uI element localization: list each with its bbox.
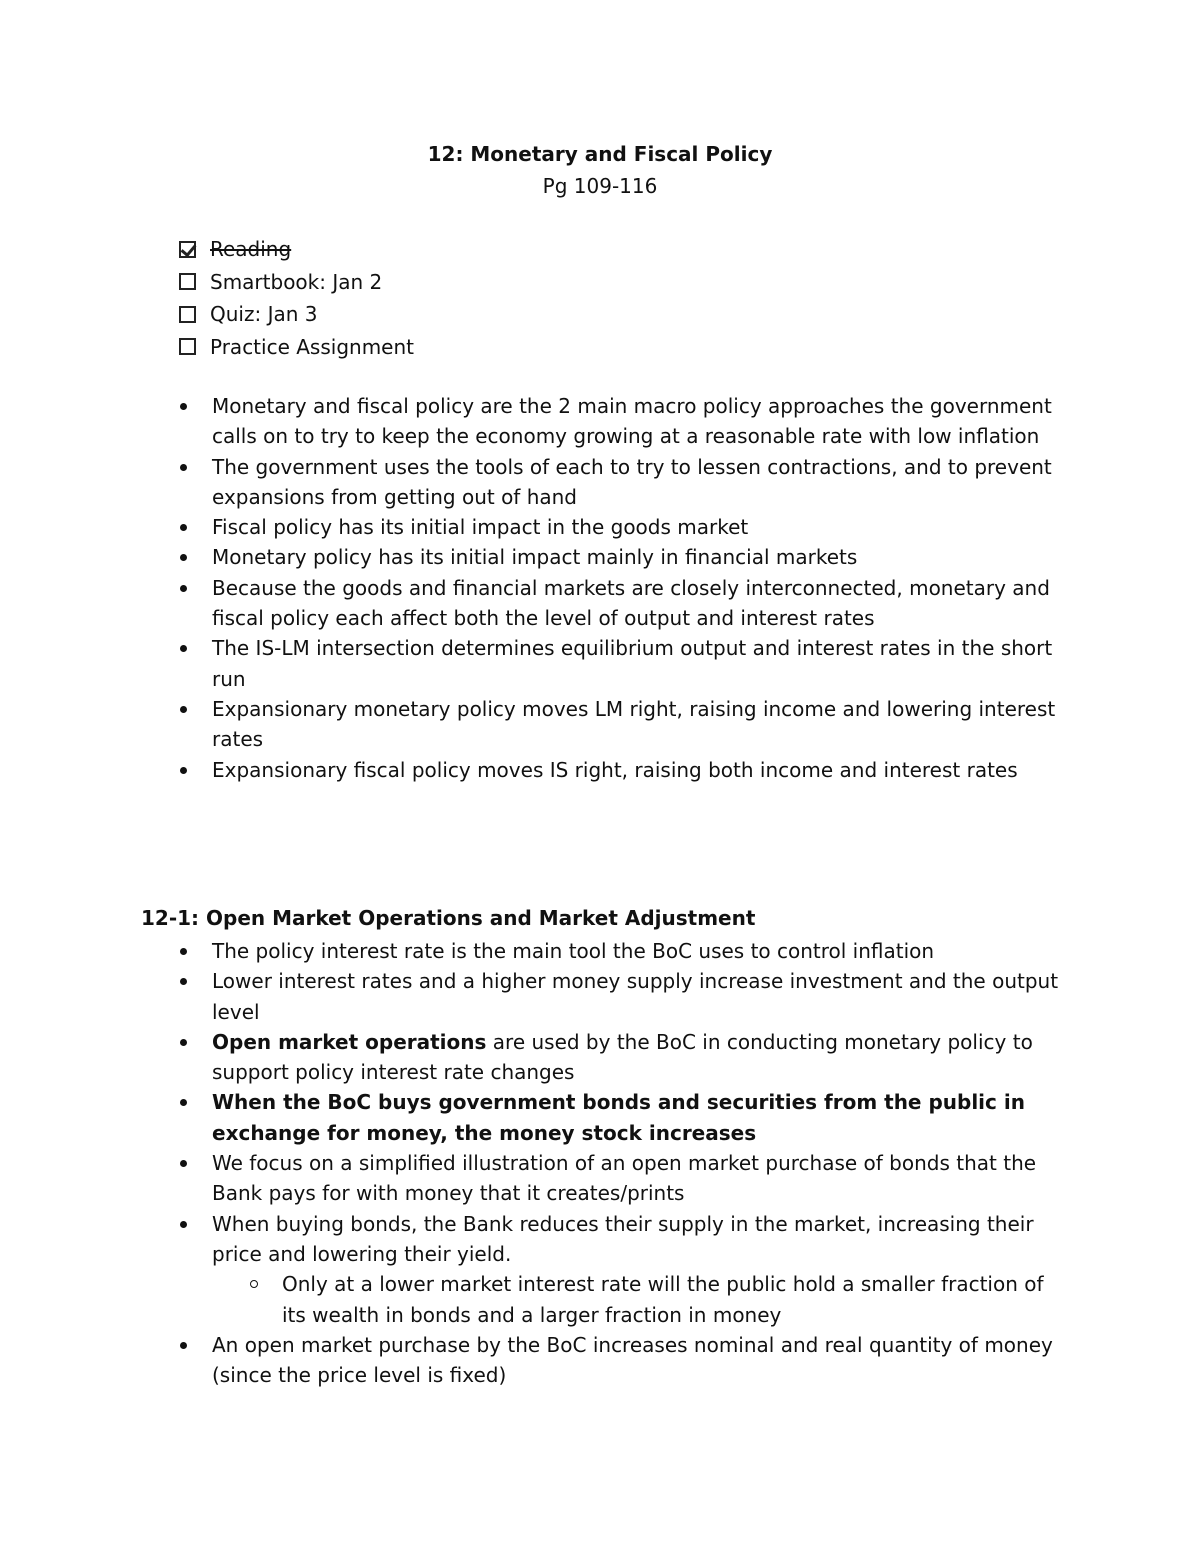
list-item: We focus on a simplified illustration of an open market purchase of bonds that the Bank pays for with money that it creates/prints	[178, 1148, 1068, 1209]
list-item-text: When buying bonds, the Bank reduces their supply in the market, increasing their price and lowering their yield.	[212, 1211, 1034, 1266]
section-bullet-list	[178, 936, 1068, 1390]
checklist-label: Reading	[210, 237, 292, 262]
checklist-item-smartbook	[178, 266, 414, 299]
list-item-text: are used by the BoC in conducting monetary policy to support policy interest rate changes	[212, 1029, 1033, 1085]
list-item	[178, 1087, 1068, 1148]
intro-bullet-list	[178, 391, 1068, 785]
checked-box-icon[interactable]	[179, 241, 196, 258]
bold-term: Open market operations	[212, 1029, 487, 1054]
checklist-item-reading	[178, 233, 414, 266]
list-item: Because the goods and financial markets are closely interconnected, monetary and fiscal policy each affect both the level of output and interest rates	[178, 573, 1068, 634]
bold-statement: When the BoC buys government bonds and securities from the public in exchange for money, the money stock increases	[212, 1090, 1025, 1145]
section-heading: 12-1: Open Market Operations and Market Adjustment	[141, 906, 756, 930]
list-item: Expansionary fiscal policy moves IS right, raising both income and interest rates	[178, 755, 1068, 785]
unchecked-box-icon[interactable]	[179, 338, 196, 355]
sub-bullet-list	[212, 1269, 1068, 1330]
page-subtitle: Pg 109-116	[542, 174, 658, 198]
checklist-item-practice	[178, 331, 414, 364]
list-item: An open market purchase by the BoC increases nominal and real quantity of money (since the price level is fixed)	[178, 1330, 1068, 1391]
list-item: The government uses the tools of each to try to lessen contractions, and to prevent expansions from getting out of hand	[178, 452, 1068, 513]
list-item: The IS-LM intersection determines equilibrium output and interest rates in the short run	[178, 633, 1068, 694]
list-item: Fiscal policy has its initial impact in the goods market	[178, 512, 1068, 542]
sub-list-item: Only at a lower market interest rate will the public hold a smaller fraction of its wealth in bonds and a larger fraction in money	[248, 1269, 1068, 1330]
list-item	[178, 1209, 1068, 1330]
list-item: Monetary policy has its initial impact mainly in financial markets	[178, 542, 1068, 572]
page-title: 12: Monetary and Fiscal Policy	[427, 142, 773, 166]
unchecked-box-icon[interactable]	[179, 306, 196, 323]
checklist-item-quiz	[178, 298, 414, 331]
list-item: Lower interest rates and a higher money supply increase investment and the output level	[178, 966, 1068, 1027]
checklist-label: Practice Assignment	[210, 334, 414, 359]
list-item: Monetary and fiscal policy are the 2 main macro policy approaches the government calls on to try to keep the economy growing at a reasonable rate with low inflation	[178, 391, 1068, 452]
checklist-label: Quiz: Jan 3	[210, 302, 318, 327]
list-item	[178, 1027, 1068, 1088]
checklist-label: Smartbook: Jan 2	[210, 269, 383, 294]
unchecked-box-icon[interactable]	[179, 273, 196, 290]
list-item: Expansionary monetary policy moves LM right, raising income and lowering interest rates	[178, 694, 1068, 755]
list-item: The policy interest rate is the main tool the BoC uses to control inflation	[178, 936, 1068, 966]
task-checklist	[178, 233, 414, 363]
